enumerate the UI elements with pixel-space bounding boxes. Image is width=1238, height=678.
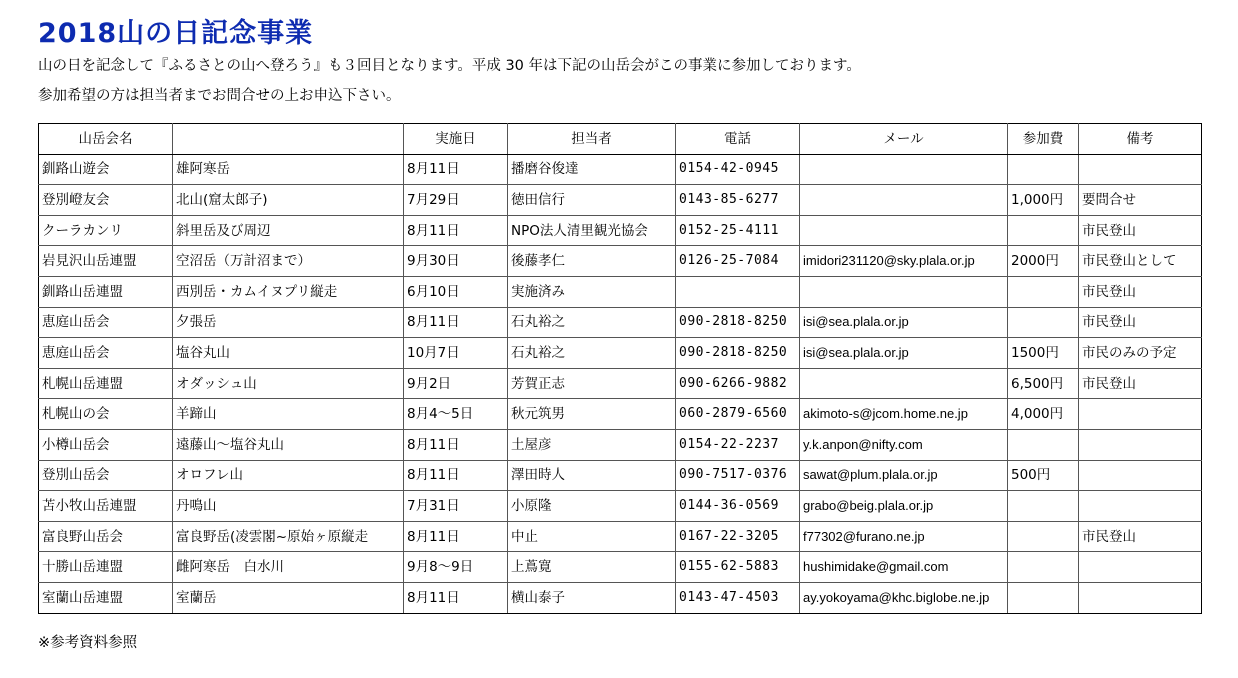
club-name-cell: 十勝山岳連盟 xyxy=(39,552,173,583)
date-cell: 8月11日 xyxy=(404,154,508,185)
club-name-cell: 苫小牧山岳連盟 xyxy=(39,491,173,522)
email-cell xyxy=(800,276,1008,307)
remarks-cell: 市民登山 xyxy=(1079,368,1202,399)
date-cell: 8月11日 xyxy=(404,521,508,552)
phone-cell: 090-7517-0376 xyxy=(676,460,800,491)
mountain-cell: 室蘭岳 xyxy=(173,582,404,613)
date-cell: 10月7日 xyxy=(404,338,508,369)
mountain-cell: 空沼岳（万計沼まで） xyxy=(173,246,404,277)
date-cell: 8月11日 xyxy=(404,429,508,460)
remarks-cell: 要問合せ xyxy=(1079,185,1202,216)
column-header: 担当者 xyxy=(508,124,676,155)
fee-cell: 1500円 xyxy=(1008,338,1079,369)
contact-person-cell: 澤田時人 xyxy=(508,460,676,491)
remarks-cell xyxy=(1079,582,1202,613)
page-title: 2018山の日記念事業 xyxy=(38,18,314,49)
remarks-cell xyxy=(1079,154,1202,185)
events-table xyxy=(38,123,1202,614)
phone-cell: 0154-22-2237 xyxy=(676,429,800,460)
contact-person-cell: 実施済み xyxy=(508,276,676,307)
phone-cell: 0167-22-3205 xyxy=(676,521,800,552)
remarks-cell: 市民のみの予定 xyxy=(1079,338,1202,369)
fee-cell: 1,000円 xyxy=(1008,185,1079,216)
club-name-cell: クーラカンリ xyxy=(39,215,173,246)
mountain-cell: オロフレ山 xyxy=(173,460,404,491)
mountain-cell: 塩谷丸山 xyxy=(173,338,404,369)
fee-cell xyxy=(1008,582,1079,613)
remarks-cell xyxy=(1079,460,1202,491)
club-name-cell: 小樽山岳会 xyxy=(39,429,173,460)
remarks-cell: 市民登山 xyxy=(1079,276,1202,307)
mountain-cell: 北山(窟太郎子) xyxy=(173,185,404,216)
remarks-cell xyxy=(1079,491,1202,522)
table-row xyxy=(39,246,1202,277)
mountain-cell: 西別岳・カムイヌプリ縦走 xyxy=(173,276,404,307)
club-name-cell: 札幌山岳連盟 xyxy=(39,368,173,399)
mountain-cell: 雄阿寒岳 xyxy=(173,154,404,185)
table-row xyxy=(39,460,1202,491)
contact-person-cell: 秋元筑男 xyxy=(508,399,676,430)
contact-person-cell: 石丸裕之 xyxy=(508,338,676,369)
club-name-cell: 室蘭山岳連盟 xyxy=(39,582,173,613)
table-row xyxy=(39,185,1202,216)
phone-cell: 0155-62-5883 xyxy=(676,552,800,583)
email-cell: ay.yokoyama@khc.biglobe.ne.jp xyxy=(800,582,1008,613)
fee-cell xyxy=(1008,276,1079,307)
date-cell: 7月29日 xyxy=(404,185,508,216)
email-cell: hushimidake@gmail.com xyxy=(800,552,1008,583)
email-cell: akimoto-s@jcom.home.ne.jp xyxy=(800,399,1008,430)
table-row xyxy=(39,215,1202,246)
club-name-cell: 岩見沢山岳連盟 xyxy=(39,246,173,277)
contact-person-cell: 後藤孝仁 xyxy=(508,246,676,277)
date-cell: 9月8～9日 xyxy=(404,552,508,583)
fee-cell xyxy=(1008,491,1079,522)
date-cell: 8月11日 xyxy=(404,307,508,338)
date-cell: 8月11日 xyxy=(404,460,508,491)
table-row xyxy=(39,307,1202,338)
phone-cell: 090-6266-9882 xyxy=(676,368,800,399)
remarks-cell: 市民登山 xyxy=(1079,215,1202,246)
fee-cell: 6,500円 xyxy=(1008,368,1079,399)
email-cell: y.k.anpon@nifty.com xyxy=(800,429,1008,460)
fee-cell: 2000円 xyxy=(1008,246,1079,277)
mountain-cell: 夕張岳 xyxy=(173,307,404,338)
contact-person-cell: 小原隆 xyxy=(508,491,676,522)
contact-person-cell: 徳田信行 xyxy=(508,185,676,216)
remarks-cell xyxy=(1079,552,1202,583)
phone-cell: 0143-47-4503 xyxy=(676,582,800,613)
email-cell: f77302@furano.ne.jp xyxy=(800,521,1008,552)
email-cell xyxy=(800,368,1008,399)
club-name-cell: 札幌山の会 xyxy=(39,399,173,430)
contact-person-cell: 中止 xyxy=(508,521,676,552)
column-header xyxy=(173,124,404,155)
mountain-cell: オダッシュ山 xyxy=(173,368,404,399)
table-row xyxy=(39,552,1202,583)
club-name-cell: 恵庭山岳会 xyxy=(39,307,173,338)
mountain-cell: 雌阿寒岳 白水川 xyxy=(173,552,404,583)
fee-cell xyxy=(1008,154,1079,185)
date-cell: 8月4～5日 xyxy=(404,399,508,430)
contact-person-cell: 石丸裕之 xyxy=(508,307,676,338)
column-header: 参加費 xyxy=(1008,124,1079,155)
email-cell xyxy=(800,154,1008,185)
phone-cell: 0126-25-7084 xyxy=(676,246,800,277)
club-name-cell: 釧路山遊会 xyxy=(39,154,173,185)
table-row xyxy=(39,154,1202,185)
intro-line-1: 山の日を記念して『ふるさとの山へ登ろう』も３回目となります。平成 30 年は下記の山岳会がこの事業に参加しております。 xyxy=(38,58,861,74)
table-row xyxy=(39,491,1202,522)
phone-cell: 090-2818-8250 xyxy=(676,338,800,369)
table-row xyxy=(39,582,1202,613)
mountain-cell: 丹鳴山 xyxy=(173,491,404,522)
fee-cell xyxy=(1008,307,1079,338)
contact-person-cell: 芳賀正志 xyxy=(508,368,676,399)
date-cell: 8月11日 xyxy=(404,215,508,246)
date-cell: 8月11日 xyxy=(404,582,508,613)
email-cell: sawat@plum.plala.or.jp xyxy=(800,460,1008,491)
club-name-cell: 登別山岳会 xyxy=(39,460,173,491)
fee-cell xyxy=(1008,552,1079,583)
phone-cell xyxy=(676,276,800,307)
email-cell xyxy=(800,215,1008,246)
column-header: 実施日 xyxy=(404,124,508,155)
contact-person-cell: 横山泰子 xyxy=(508,582,676,613)
club-name-cell: 登別嶝友会 xyxy=(39,185,173,216)
fee-cell: 4,000円 xyxy=(1008,399,1079,430)
column-header: 電話 xyxy=(676,124,800,155)
column-header: 備考 xyxy=(1079,124,1202,155)
table-row xyxy=(39,276,1202,307)
mountain-cell: 羊蹄山 xyxy=(173,399,404,430)
date-cell: 6月10日 xyxy=(404,276,508,307)
email-cell: imidori231120@sky.plala.or.jp xyxy=(800,246,1008,277)
table-row xyxy=(39,368,1202,399)
email-cell: isi@sea.plala.or.jp xyxy=(800,338,1008,369)
club-name-cell: 釧路山岳連盟 xyxy=(39,276,173,307)
mountain-cell: 遠藤山～塩谷丸山 xyxy=(173,429,404,460)
column-header: メール xyxy=(800,124,1008,155)
phone-cell: 0144-36-0569 xyxy=(676,491,800,522)
remarks-cell: 市民登山 xyxy=(1079,307,1202,338)
phone-cell: 060-2879-6560 xyxy=(676,399,800,430)
contact-person-cell: 上蔦寛 xyxy=(508,552,676,583)
phone-cell: 090-2818-8250 xyxy=(676,307,800,338)
phone-cell: 0143-85-6277 xyxy=(676,185,800,216)
table-body xyxy=(39,154,1202,613)
table-header-row xyxy=(39,124,1202,155)
email-cell xyxy=(800,185,1008,216)
fee-cell xyxy=(1008,215,1079,246)
table-row xyxy=(39,521,1202,552)
fee-cell xyxy=(1008,429,1079,460)
column-header: 山岳会名 xyxy=(39,124,173,155)
remarks-cell: 市民登山として xyxy=(1079,246,1202,277)
phone-cell: 0152-25-4111 xyxy=(676,215,800,246)
club-name-cell: 恵庭山岳会 xyxy=(39,338,173,369)
table-row xyxy=(39,399,1202,430)
phone-cell: 0154-42-0945 xyxy=(676,154,800,185)
table-row xyxy=(39,429,1202,460)
date-cell: 9月30日 xyxy=(404,246,508,277)
fee-cell xyxy=(1008,521,1079,552)
intro-line-2: 参加希望の方は担当者までお問合せの上お申込下さい。 xyxy=(38,88,401,104)
table-row xyxy=(39,338,1202,369)
remarks-cell xyxy=(1079,399,1202,430)
remarks-cell: 市民登山 xyxy=(1079,521,1202,552)
mountain-cell: 富良野岳(凌雲閣~原始ヶ原縦走 xyxy=(173,521,404,552)
reference-note: ※参考資料参照 xyxy=(38,635,138,651)
date-cell: 9月2日 xyxy=(404,368,508,399)
contact-person-cell: 土屋彦 xyxy=(508,429,676,460)
contact-person-cell: 播磨谷俊達 xyxy=(508,154,676,185)
mountain-cell: 斜里岳及び周辺 xyxy=(173,215,404,246)
contact-person-cell: NPO法人清里観光協会 xyxy=(508,215,676,246)
email-cell: grabo@beig.plala.or.jp xyxy=(800,491,1008,522)
email-cell: isi@sea.plala.or.jp xyxy=(800,307,1008,338)
club-name-cell: 富良野山岳会 xyxy=(39,521,173,552)
date-cell: 7月31日 xyxy=(404,491,508,522)
fee-cell: 500円 xyxy=(1008,460,1079,491)
remarks-cell xyxy=(1079,429,1202,460)
